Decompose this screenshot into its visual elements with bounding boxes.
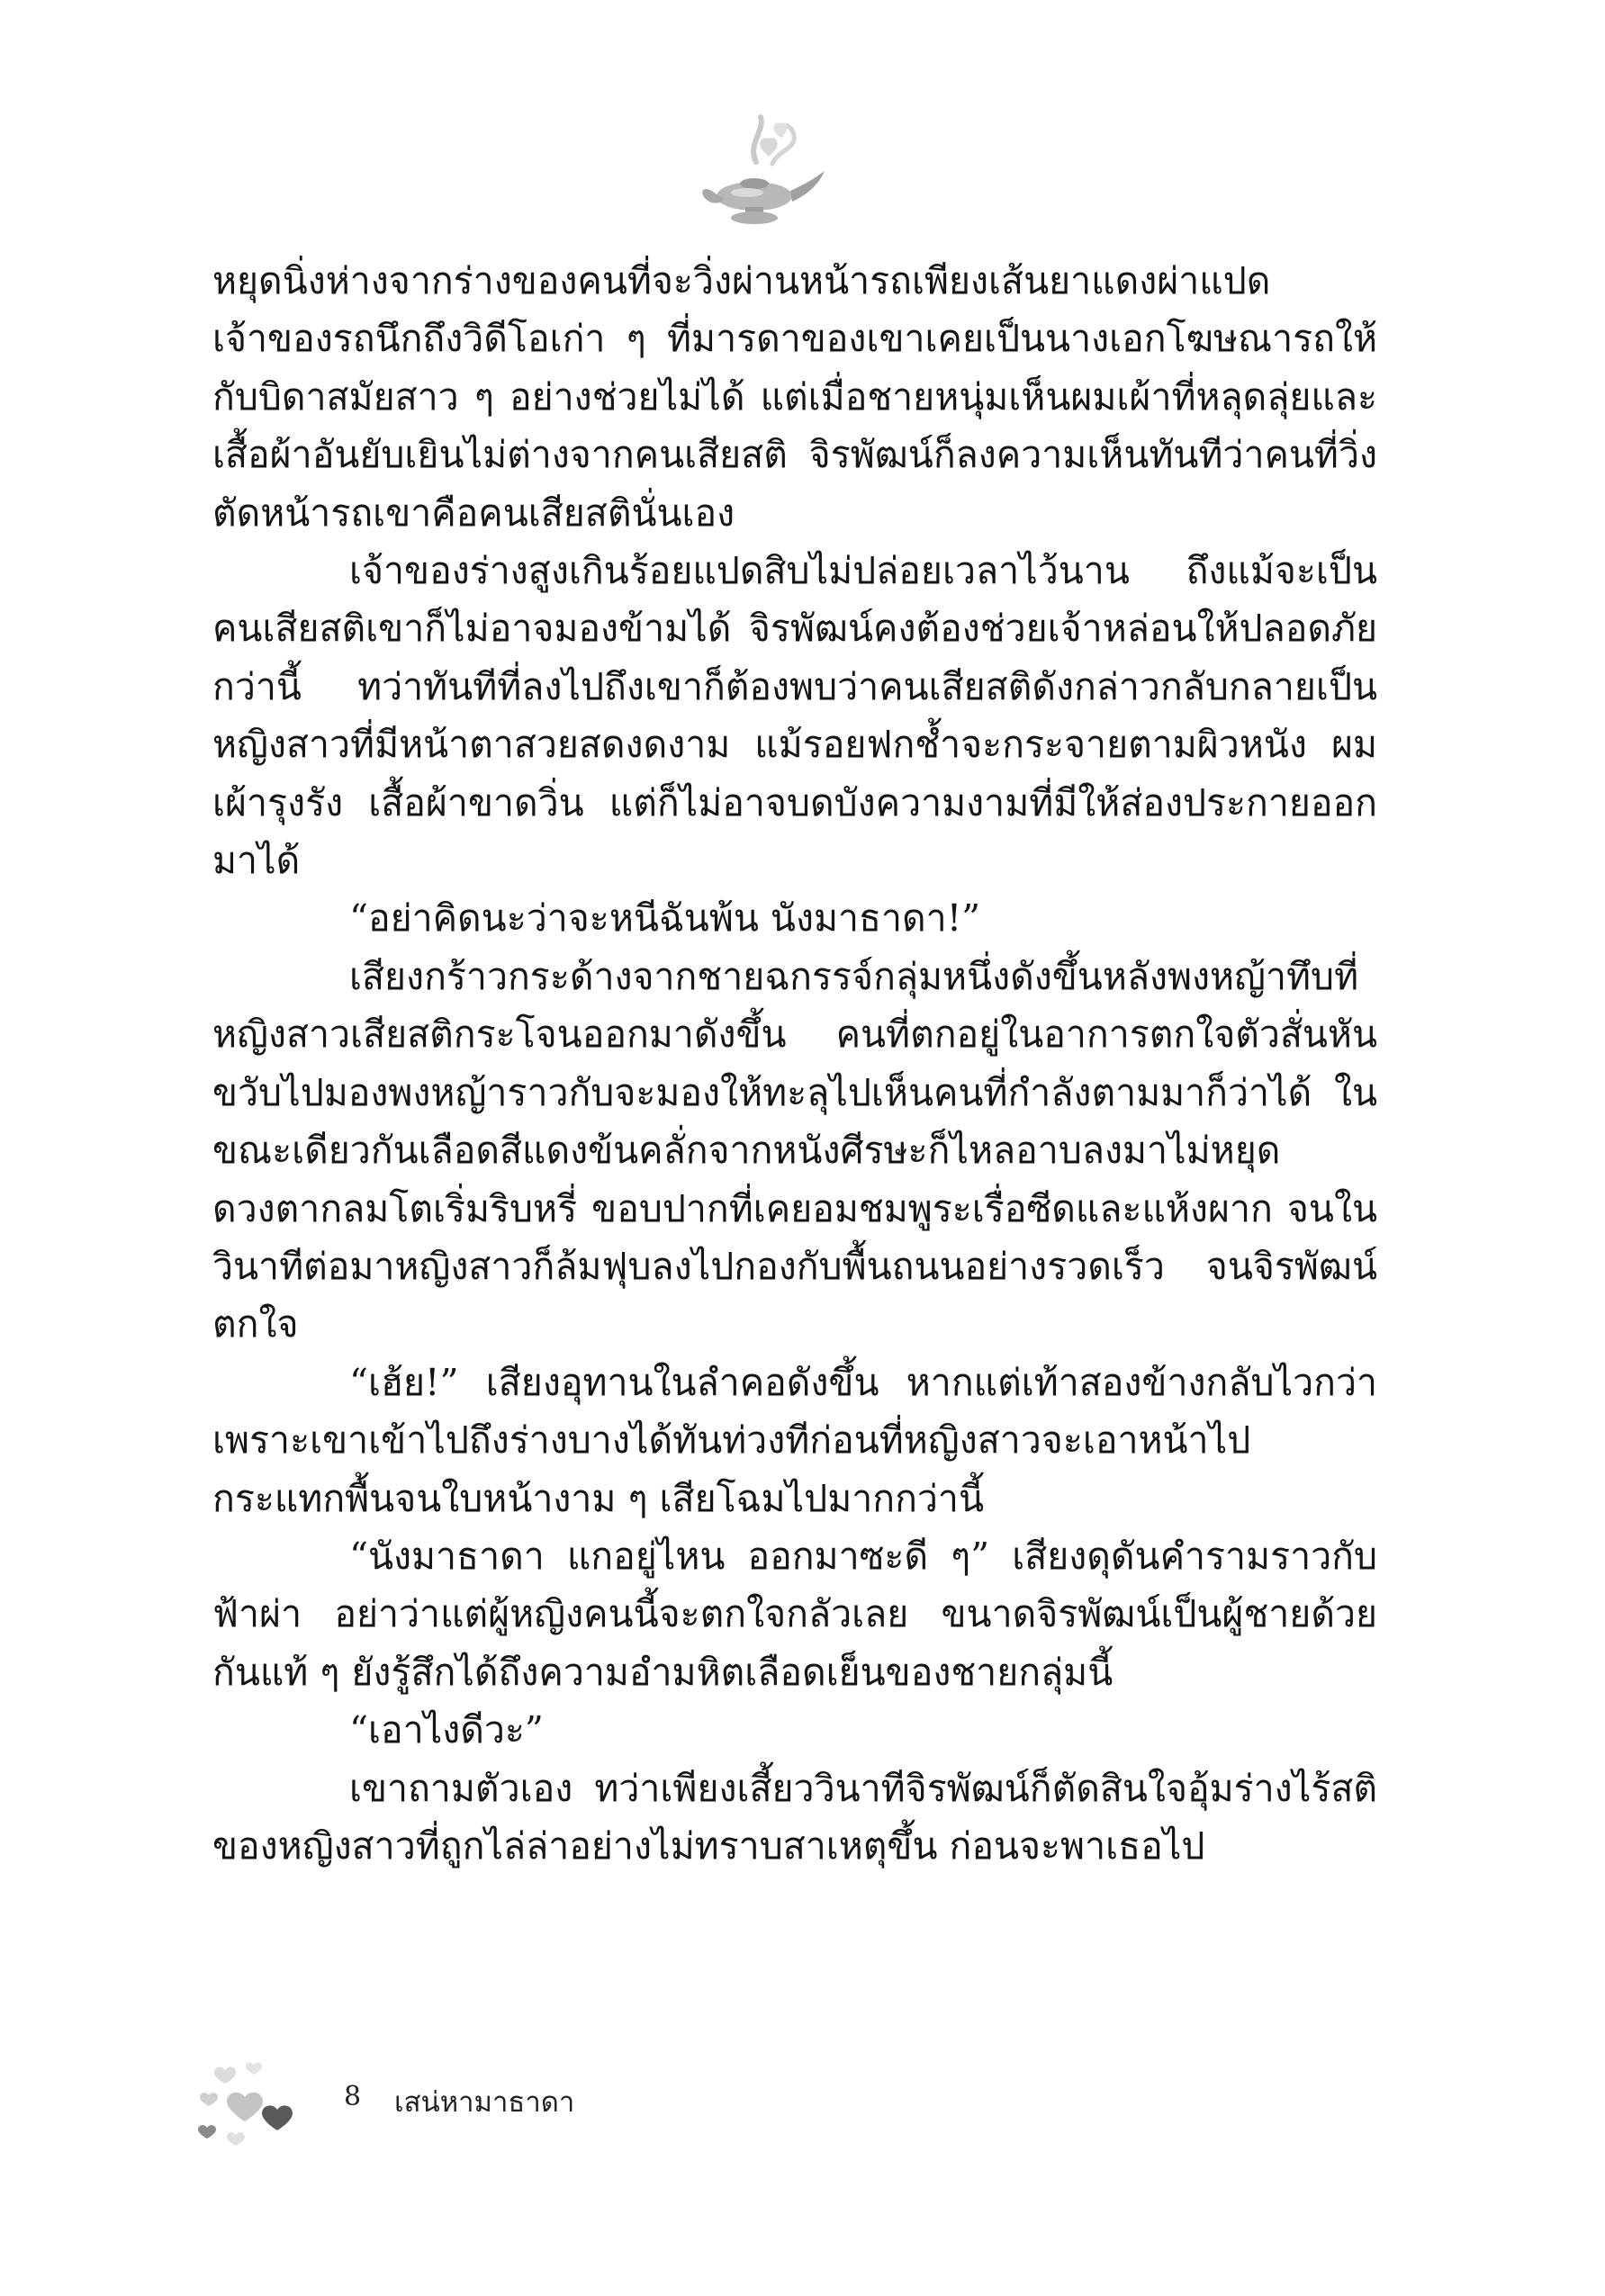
hearts-icon <box>189 2052 306 2160</box>
body-text <box>212 252 1377 1875</box>
dialogue-line: “อย่าคิดนะว่าจะหนีฉันพ้น นังมาธาดา!” <box>349 896 981 941</box>
book-title: เสน่หามาธาดา <box>394 2086 575 2119</box>
paragraph: “นังมาธาดา แกอยู่ไหน ออกมาซะดี ๆ” เสียงดุดันคำรามราวกับฟ้าผ่า อย่าว่าแต่ผู้หญิงคนนี้จะตกใจกลัวเลย ขนาดจิรพัฒน์เป็นผู้ชายด้วยกันแท้ ๆ ยังรู้สึกได้ถึงความอำมหิตเลือดเย็นของชายกลุ่มนี้ <box>212 1534 1377 1694</box>
page-number: 8 <box>344 2081 362 2112</box>
page-footer <box>189 2052 639 2160</box>
paragraph: หยุดนิ่งห่างจากร่างของคนที่จะวิ่งผ่านหน้ารถเพียงเส้นยาแดงผ่าแปด เจ้าของรถนึกถึงวิดีโอเก่า ๆ ที่มารดาของเขาเคยเป็นนางเอกโฆษณารถให้กับบิดาสมัยสาว ๆ อย่างช่วยไม่ได้ แต่เมื่อชายหนุ่มเห็นผมเผ้าที่หลุดลุ่ยและเสื้อผ้าอันยับเยินไม่ต่างจากคนเสียสติ จิรพัฒน์ก็ลงความเห็นทันทีว่าคนที่วิ่งตัดหน้ารถเขาคือคนเสียสตินั่นเอง <box>212 259 1377 535</box>
paragraph: เสียงกร้าวกระด้างจากชายฉกรรจ์กลุ่มหนึ่งดังขึ้นหลังพงหญ้าทึบที่หญิงสาวเสียสติกระโจนออกมาดังขึ้น คนที่ตกอยู่ในอาการตกใจตัวสั่นหันขวับไปมองพงหญ้าราวกับจะมองให้ทะลุไปเห็นคนที่กำลังตามมาก็ว่าได้ ในขณะเดียวกันเลือดสีแดงข้นคลั่กจากหนังศีรษะก็ไหลอาบลงมาไม่หยุด ดวงตากลมโตเริ่มริบหรี่ ขอบปากที่เคยอมชมพูระเรื่อซีดและแห้งผาก จนในวินาทีต่อมาหญิงสาวก็ล้มฟุบลงไปกองกับพื้นถนนอย่างรวดเร็ว จนจิรพัฒน์ตกใจ <box>212 954 1377 1346</box>
magic-lamp-icon <box>693 108 828 234</box>
dialogue-line: “เอาไงดีวะ” <box>349 1708 544 1752</box>
paragraph: “เฮ้ย!” เสียงอุทานในลำคอดังขึ้น หากแต่เท้าสองข้างกลับไวกว่า เพราะเขาเข้าไปถึงร่างบางได้ทันท่วงทีก่อนที่หญิงสาวจะเอาหน้าไปกระแทกพื้นจนใบหน้างาม ๆ เสียโฉมไปมากกว่านี้ <box>212 1360 1377 1520</box>
paragraph: เขาถามตัวเอง ทว่าเพียงเสี้ยววินาทีจิรพัฒน์ก็ตัดสินใจอุ้มร่างไร้สติของหญิงสาวที่ถูกไล่ล่าอย่างไม่ทราบสาเหตุขึ้น ก่อนจะพาเธอไป <box>212 1766 1377 1868</box>
paragraph: เจ้าของร่างสูงเกินร้อยแปดสิบไม่ปล่อยเวลาไว้นาน ถึงแม้จะเป็นคนเสียสติเขาก็ไม่อาจมองข้ามได้ จิรพัฒน์คงต้องช่วยเจ้าหล่อนให้ปลอดภัยกว่านี้ ทว่าทันทีที่ลงไปถึงเขาก็ต้องพบว่าคนเสียสติดังกล่าวกลับกลายเป็นหญิงสาวที่มีหน้าตาสวยสดงดงาม แม้รอยฟกช้ำจะกระจายตามผิวหนัง ผมเผ้ารุงรัง เสื้อผ้าขาดวิ่น แต่ก็ไม่อาจบดบังความงามที่มีให้ส่องประกายออกมาได้ <box>212 549 1377 883</box>
